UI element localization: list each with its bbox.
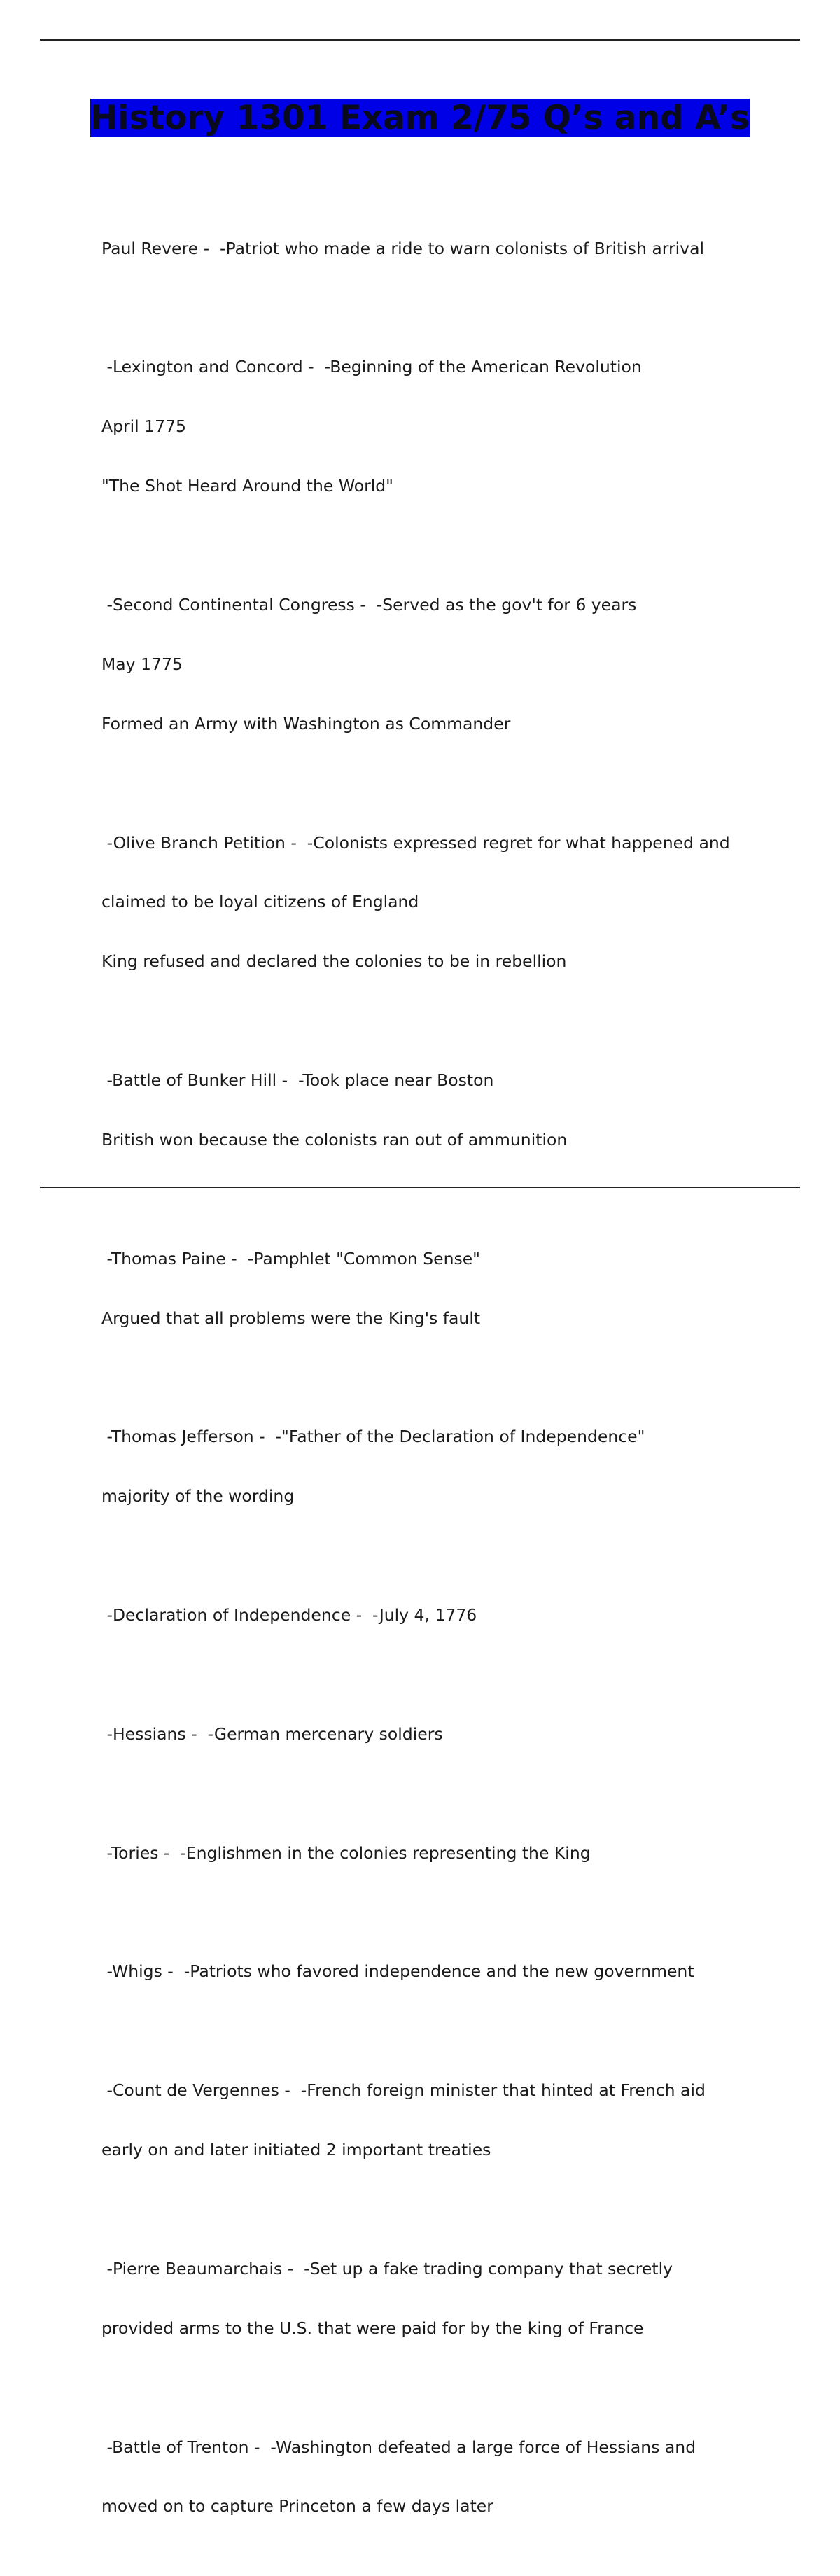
entry-line: -Olive Branch Petition - -Colonists expressed regret for what happened and	[102, 832, 730, 853]
entry-line: -Pierre Beaumarchais - -Set up a fake trading company that secretly	[102, 2258, 673, 2278]
entry-line: -Battle of Bunker Hill - -Took place near Boston	[102, 1070, 494, 1091]
entry-line: -Thomas Jefferson - -"Father of the Declaration of Independence"	[102, 1427, 645, 1447]
entry-line: -Thomas Paine - -Pamphlet "Common Sense"	[102, 1248, 480, 1268]
qa-list	[102, 199, 760, 2576]
entry-line: April 1775	[102, 416, 186, 437]
qa-entry	[102, 2041, 760, 2199]
document-title: History 1301 Exam 2/75 Q’s and A’s	[90, 99, 750, 137]
qa-entry	[102, 1387, 760, 1546]
entry-line: provided arms to the U.S. that were paid for by the king of France	[102, 2318, 644, 2338]
entry-line: -Battle of Trenton - -Washington defeated a large force of Hessians and	[102, 2437, 696, 2457]
qa-entry	[102, 1684, 760, 1783]
entry-line: majority of the wording	[102, 1486, 295, 1506]
title-block	[84, 98, 756, 138]
qa-entry	[102, 1209, 760, 1367]
entry-line: "The Shot Heard Around the World"	[102, 476, 393, 496]
entry-line: -Declaration of Independence - -July 4, 1776	[102, 1605, 477, 1625]
qa-entry	[102, 1565, 760, 1664]
qa-entry	[102, 318, 760, 536]
entry-line: moved on to capture Princeton a few days later	[102, 2496, 493, 2516]
qa-entry	[102, 793, 760, 1011]
header-rule	[40, 39, 800, 41]
entry-line: -Second Continental Congress - -Served as the gov't for 6 years	[102, 594, 637, 615]
qa-entry	[102, 1922, 760, 2021]
qa-entry	[102, 2398, 760, 2556]
qa-entry	[102, 1803, 760, 1902]
entry-line: Argued that all problems were the King's fault	[102, 1308, 481, 1328]
footer-rule	[40, 1186, 800, 1188]
entry-line: Paul Revere - -Patriot who made a ride to warn colonists of British arrival	[102, 238, 705, 258]
entry-line: -Lexington and Concord - -Beginning of the American Revolution	[102, 357, 642, 377]
entry-line: -Count de Vergennes - -French foreign minister that hinted at French aid	[102, 2080, 706, 2101]
qa-entry	[102, 2219, 760, 2377]
entry-line: -Hessians - -German mercenary soldiers	[102, 1723, 443, 1744]
entry-line: claimed to be loyal citizens of England	[102, 892, 419, 912]
entry-line: British won because the colonists ran out of ammunition	[102, 1129, 568, 1149]
entry-line: -Whigs - -Patriots who favored independence and the new government	[102, 1961, 694, 1982]
entry-line: King refused and declared the colonies to be in rebellion	[102, 951, 567, 972]
qa-entry	[102, 1030, 760, 1189]
qa-entry	[102, 555, 760, 773]
entry-line: Formed an Army with Washington as Commander	[102, 713, 511, 734]
entry-line: early on and later initiated 2 important treaties	[102, 2140, 491, 2160]
qa-entry	[102, 199, 760, 298]
entry-line: May 1775	[102, 654, 183, 674]
entry-line: -Tories - -Englishmen in the colonies representing the King	[102, 1842, 591, 1863]
